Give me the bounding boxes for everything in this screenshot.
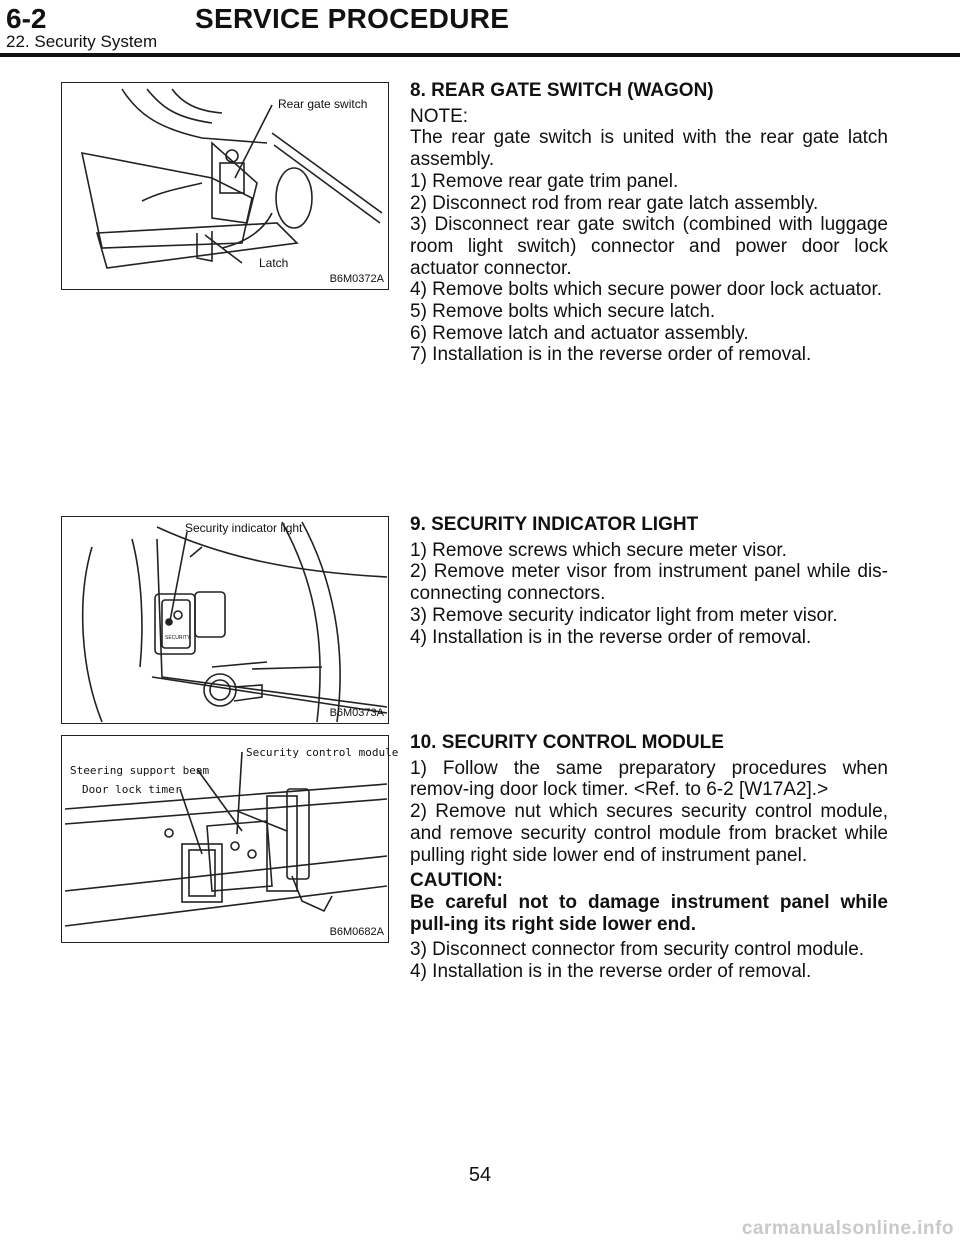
step: 2) Disconnect rod from rear gate latch assembly. <box>410 192 819 214</box>
rear-gate-latch-illustration <box>62 83 388 289</box>
section-security-control-module <box>410 732 888 983</box>
step: 7) Installation is in the reverse order of removal. <box>410 344 812 366</box>
section-heading: 10. SECURITY CONTROL MODULE <box>410 732 724 753</box>
step: 3) Disconnect connector from security control module. <box>410 939 865 961</box>
step: 4) Remove bolts which secure power door lock actuator. <box>410 279 883 301</box>
watermark: carmanualsonline.info <box>741 1218 954 1239</box>
note-label: NOTE: <box>410 105 469 127</box>
callout-rear-gate-switch: Rear gate switch <box>278 97 368 111</box>
section-security-indicator-light <box>410 514 888 648</box>
page-number: 54 <box>468 1164 492 1186</box>
step: 1) Remove rear gate trim panel. <box>410 170 679 192</box>
step: 4) Installation is in the reverse order of removal. <box>410 626 812 648</box>
step: 5) Remove bolts which secure latch. <box>410 301 716 323</box>
step: 4) Installation is in the reverse order of removal. <box>410 961 812 983</box>
figure-rear-gate-switch <box>61 82 389 290</box>
section-rear-gate-switch <box>410 80 888 366</box>
callout-latch: Latch <box>259 256 289 270</box>
step: 1) Remove screws which secure meter visor. <box>410 539 787 561</box>
figure-security-indicator-light <box>61 516 389 724</box>
caution-text: Be careful not to damage instrument panel while pull-ing its right side lower end. <box>410 891 888 935</box>
note-text: The rear gate switch is united with the rear gate latch assembly. <box>410 127 888 171</box>
figure-code: B6M0373A <box>329 707 384 719</box>
section-number: 6-2 <box>6 3 47 34</box>
step: 6) Remove latch and actuator assembly. <box>410 322 749 344</box>
step: 2) Remove nut which secures security control module, and remove security control module from bracket while pulling right side lower end of instrument panel. <box>410 801 888 866</box>
figure-code: B6M0372A <box>329 273 384 285</box>
figure-code: B6M0682A <box>329 926 384 938</box>
callout-security-indicator-light: Security indicator light <box>185 521 303 535</box>
caution-label: CAUTION: <box>410 870 503 892</box>
step: 3) Disconnect rear gate switch (combined with luggage room light switch) connector and power door lock actuator connector. <box>410 214 888 279</box>
step: 1) Follow the same preparatory procedures when remov-ing door lock timer. <Ref. to 6-2 [W17A2].> <box>410 757 888 801</box>
indicator-light-illustration <box>62 517 388 723</box>
step: 3) Remove security indicator light from meter visor. <box>410 604 838 626</box>
section-heading: 9. SECURITY INDICATOR LIGHT <box>410 514 699 535</box>
chapter-subtitle: 22. Security System <box>6 32 158 51</box>
panel-label-security: SECURITY <box>165 635 191 641</box>
callout-door-lock-timer: Door lock timer <box>82 783 182 796</box>
page-title: SERVICE PROCEDURE <box>195 3 510 34</box>
section-heading: 8. REAR GATE SWITCH (WAGON) <box>410 80 714 101</box>
step: 2) Remove meter visor from instrument panel while dis-connecting connectors. <box>410 561 888 605</box>
callout-security-control-module: Security control module <box>246 746 399 759</box>
callout-steering-support-beam: Steering support beam <box>70 764 210 777</box>
figure-security-control-module <box>61 735 399 943</box>
header-rule <box>0 53 960 57</box>
